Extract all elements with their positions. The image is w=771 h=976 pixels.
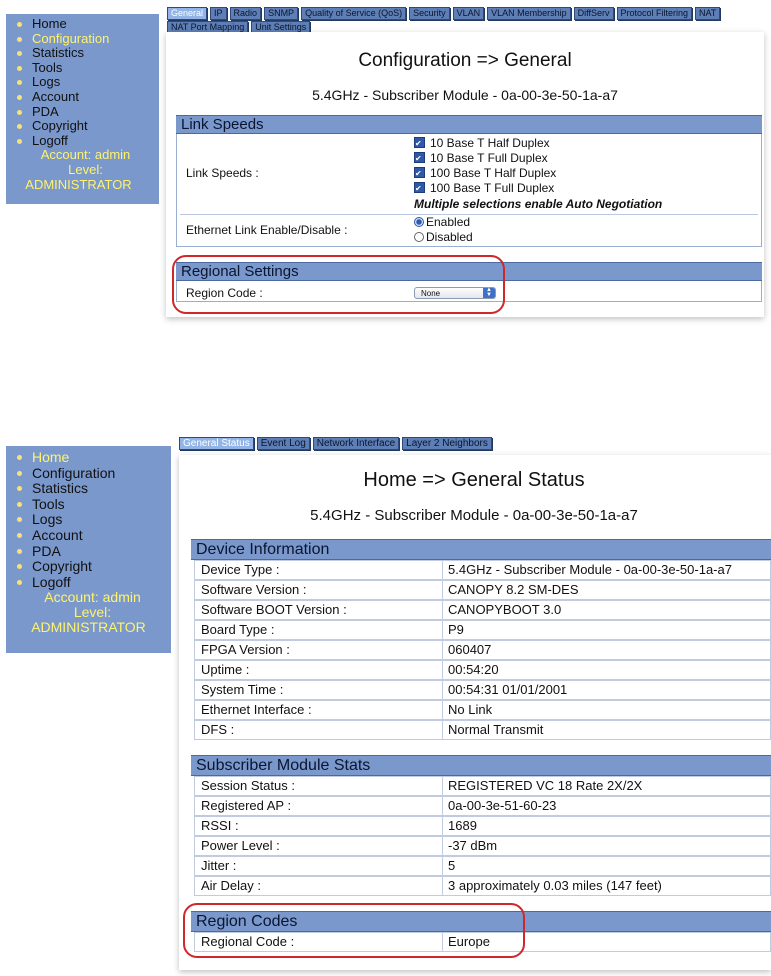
radio-on-icon [414, 217, 424, 227]
link-speed-options [414, 136, 556, 196]
bullet-icon [17, 502, 22, 507]
nav-item-label: Configuration [32, 30, 110, 46]
table-row [194, 876, 771, 896]
nav-item-label: PDA [32, 542, 61, 559]
row-value: 060407 [448, 642, 492, 657]
row-value: 00:54:20 [448, 662, 499, 677]
checkbox-checked-icon [414, 167, 425, 178]
tab-protocol-filtering[interactable]: Protocol Filtering [617, 7, 693, 20]
row-key: Air Delay : [201, 878, 261, 893]
ethernet-link-label: Ethernet Link Enable/Disable : [186, 223, 348, 237]
row-key: Board Type : [201, 622, 275, 637]
column-divider [442, 661, 443, 679]
row-key: Power Level : [201, 838, 280, 853]
table-row [194, 776, 771, 796]
column-divider [442, 797, 443, 815]
nav-item-account[interactable] [6, 528, 171, 544]
column-divider [442, 837, 443, 855]
row-key: Uptime : [201, 662, 250, 677]
row-value: CANOPY 8.2 SM-DES [448, 582, 579, 597]
bullet-icon [17, 110, 22, 115]
tab-quality-of-service-qos-[interactable]: Quality of Service (QoS) [301, 7, 406, 20]
row-value: 0a-00-3e-51-60-23 [448, 798, 557, 813]
page-subtitle: 5.4GHz - Subscriber Module - 0a-00-3e-50-1a-a7 [312, 87, 618, 103]
nav-item-copyright[interactable] [6, 559, 171, 575]
bullet-icon [17, 66, 22, 71]
tab-event-log[interactable]: Event Log [257, 437, 310, 450]
column-divider [442, 721, 443, 739]
row-value: 3 approximately 0.03 miles (147 feet) [448, 878, 662, 893]
page-title: Home => General Status [363, 469, 585, 491]
sm-stats-header: Subscriber Module Stats [191, 755, 771, 776]
level-value: ADMINISTRATOR [25, 176, 132, 192]
bullet-icon [17, 549, 22, 554]
device-info-header: Device Information [191, 539, 771, 560]
nav-item-copyright[interactable] [6, 119, 159, 134]
nav-item-account[interactable] [6, 90, 159, 105]
link-speed-checkbox[interactable] [414, 151, 556, 166]
link-speed-label: 100 Base T Half Duplex [430, 166, 557, 180]
row-key: RSSI : [201, 818, 239, 833]
row-value: 5.4GHz - Subscriber Module - 0a-00-3e-50-1a-a7 [448, 562, 732, 577]
bullet-icon [17, 139, 22, 144]
bullet-icon [17, 471, 22, 476]
table-row [194, 620, 771, 640]
row-value: -37 dBm [448, 838, 498, 853]
nav-item-tools[interactable] [6, 497, 171, 513]
tab-ip[interactable]: IP [210, 7, 227, 20]
bullet-icon [17, 486, 22, 491]
nav-item-label: Tools [32, 495, 65, 512]
table-row [194, 640, 771, 660]
nav-item-label: Statistics [32, 480, 89, 497]
table-row [194, 796, 771, 816]
region-code-label: Region Code : [186, 286, 263, 300]
row-value: Europe [448, 934, 490, 949]
nav-item-logs[interactable] [6, 512, 171, 528]
column-divider [442, 701, 443, 719]
select-arrows-icon: ▲ ▼ [483, 288, 495, 298]
nav-item-logoff[interactable] [6, 134, 159, 149]
column-divider [442, 581, 443, 599]
row-key: Software BOOT Version : [201, 602, 347, 617]
home-tabs [179, 437, 769, 450]
tab-general[interactable]: General [167, 7, 207, 20]
tab-unit-settings[interactable]: Unit Settings [251, 21, 310, 34]
page-title: Configuration => General [358, 50, 572, 71]
link-speed-checkbox[interactable] [414, 181, 556, 196]
checkbox-checked-icon [414, 152, 425, 163]
account-line: Account: admin [40, 147, 131, 163]
tab-radio[interactable]: Radio [230, 7, 262, 20]
bullet-icon [17, 95, 22, 100]
row-key: Device Type : [201, 562, 280, 577]
bullet-icon [17, 51, 22, 56]
level-line: Level: [68, 161, 103, 177]
row-value: CANOPYBOOT 3.0 [448, 602, 562, 617]
column-divider [442, 681, 443, 699]
row-value: Normal Transmit [448, 722, 544, 737]
nav-item-label: Logs [32, 74, 61, 90]
nav-item-label: Account [32, 526, 83, 543]
bullet-icon [17, 533, 22, 538]
checkbox-checked-icon [414, 182, 425, 193]
regional-settings-header: Regional Settings [176, 262, 762, 281]
highlight-regional-settings [172, 255, 505, 314]
row-key: DFS : [201, 722, 235, 737]
table-row [194, 836, 771, 856]
account-line: Account: admin [44, 589, 141, 606]
table-row [194, 856, 771, 876]
nav-item-label: PDA [32, 103, 59, 119]
nav-item-label: Logoff [32, 132, 68, 148]
table-row [194, 560, 771, 580]
row-value: 5 [448, 858, 456, 873]
row-value: REGISTERED VC 18 Rate 2X/2X [448, 778, 643, 793]
nav-item-statistics[interactable] [6, 46, 159, 61]
link-speeds-label: Link Speeds : [186, 166, 259, 180]
row-key: Registered AP : [201, 798, 292, 813]
link-speeds-header: Link Speeds [176, 115, 762, 134]
link-speed-label: 10 Base T Half Duplex [430, 136, 550, 150]
column-divider [442, 817, 443, 835]
enabled-radio[interactable]: Enabled [414, 215, 470, 229]
bullet-icon [17, 455, 22, 460]
row-value: No Link [448, 702, 493, 717]
nav-item-pda[interactable] [6, 105, 159, 120]
column-divider [442, 777, 443, 795]
region-codes-header: Region Codes [191, 911, 771, 932]
tab-general-status[interactable]: General Status [179, 437, 254, 450]
nav-item-label: Account [32, 88, 79, 104]
table-row [194, 720, 771, 740]
highlight-region-codes [183, 903, 525, 958]
config-tabs [167, 7, 771, 34]
left-nav-bottom [6, 446, 171, 653]
auto-negotiation-note: Multiple selections enable Auto Negotiation [414, 197, 663, 211]
table-row [194, 580, 771, 600]
nav-item-tools[interactable] [6, 61, 159, 76]
nav-item-label: Copyright [32, 558, 92, 575]
bullet-icon [17, 564, 22, 569]
tab-snmp[interactable]: SNMP [264, 7, 298, 20]
nav-item-label: Copyright [32, 118, 88, 134]
tab-layer-2-neighbors[interactable]: Layer 2 Neighbors [402, 437, 492, 450]
table-row [194, 700, 771, 720]
row-key: Software Version : [201, 582, 307, 597]
page-subtitle: 5.4GHz - Subscriber Module - 0a-00-3e-50-1a-a7 [310, 507, 638, 524]
tab-network-interface[interactable]: Network Interface [313, 437, 399, 450]
column-divider [442, 877, 443, 895]
nav-item-label: Home [32, 449, 70, 465]
disabled-radio[interactable]: Disabled [414, 230, 473, 244]
bullet-icon [17, 37, 22, 42]
link-speed-checkbox[interactable] [414, 136, 556, 151]
row-key: FPGA Version : [201, 642, 290, 657]
table-row [194, 816, 771, 836]
column-divider [442, 601, 443, 619]
nav-item-configuration[interactable] [6, 32, 159, 47]
nav-item-home[interactable] [6, 450, 171, 466]
account-info [6, 590, 171, 634]
row-key: Regional Code : [201, 934, 295, 949]
bullet-icon [17, 517, 22, 522]
left-nav-top [6, 14, 159, 204]
nav-item-home[interactable] [6, 17, 159, 32]
nav-item-statistics[interactable] [6, 481, 171, 497]
nav-item-configuration[interactable] [6, 466, 171, 482]
table-row [194, 660, 771, 680]
column-divider [442, 561, 443, 579]
nav-item-logs[interactable] [6, 75, 159, 90]
level-line: Level: [73, 603, 112, 620]
row-key: Jitter : [201, 858, 237, 873]
radio-off-icon [414, 232, 424, 242]
tab-vlan-membership[interactable]: VLAN Membership [487, 7, 571, 20]
nav-item-label: Statistics [32, 45, 85, 61]
link-speed-label: 10 Base T Full Duplex [430, 151, 548, 165]
nav-item-pda[interactable] [6, 544, 171, 560]
table-row [194, 680, 771, 700]
link-speed-checkbox[interactable] [414, 166, 556, 181]
nav-item-label: Logs [32, 511, 63, 528]
bullet-icon [17, 80, 22, 85]
link-speed-label: 100 Base T Full Duplex [430, 181, 555, 195]
nav-item-label: Configuration [32, 464, 116, 481]
tab-diffserv[interactable]: DiffServ [574, 7, 614, 20]
bullet-icon [17, 22, 22, 27]
row-key: Ethernet Interface : [201, 702, 312, 717]
region-code-value: None [421, 289, 441, 298]
level-value: ADMINISTRATOR [31, 618, 146, 635]
nav-item-label: Home [32, 16, 67, 31]
row-key: Session Status : [201, 778, 295, 793]
table-row [194, 600, 771, 620]
tab-vlan[interactable]: VLAN [453, 7, 485, 20]
tab-security[interactable]: Security [409, 7, 450, 20]
tab-nat[interactable]: NAT [695, 7, 720, 20]
account-info [6, 148, 159, 192]
row-key: System Time : [201, 682, 284, 697]
bullet-icon [17, 124, 22, 129]
nav-item-label: Logoff [32, 573, 71, 590]
column-divider [442, 857, 443, 875]
column-divider [442, 621, 443, 639]
row-value: 00:54:31 01/01/2001 [448, 682, 568, 697]
nav-item-logoff[interactable] [6, 575, 171, 591]
column-divider [442, 641, 443, 659]
tab-nat-port-mapping[interactable]: NAT Port Mapping [167, 21, 248, 34]
row-value: 1689 [448, 818, 477, 833]
row-value: P9 [448, 622, 464, 637]
home-panel [179, 455, 771, 970]
nav-item-label: Tools [32, 59, 63, 75]
checkbox-checked-icon [414, 137, 425, 148]
bullet-icon [17, 580, 22, 585]
